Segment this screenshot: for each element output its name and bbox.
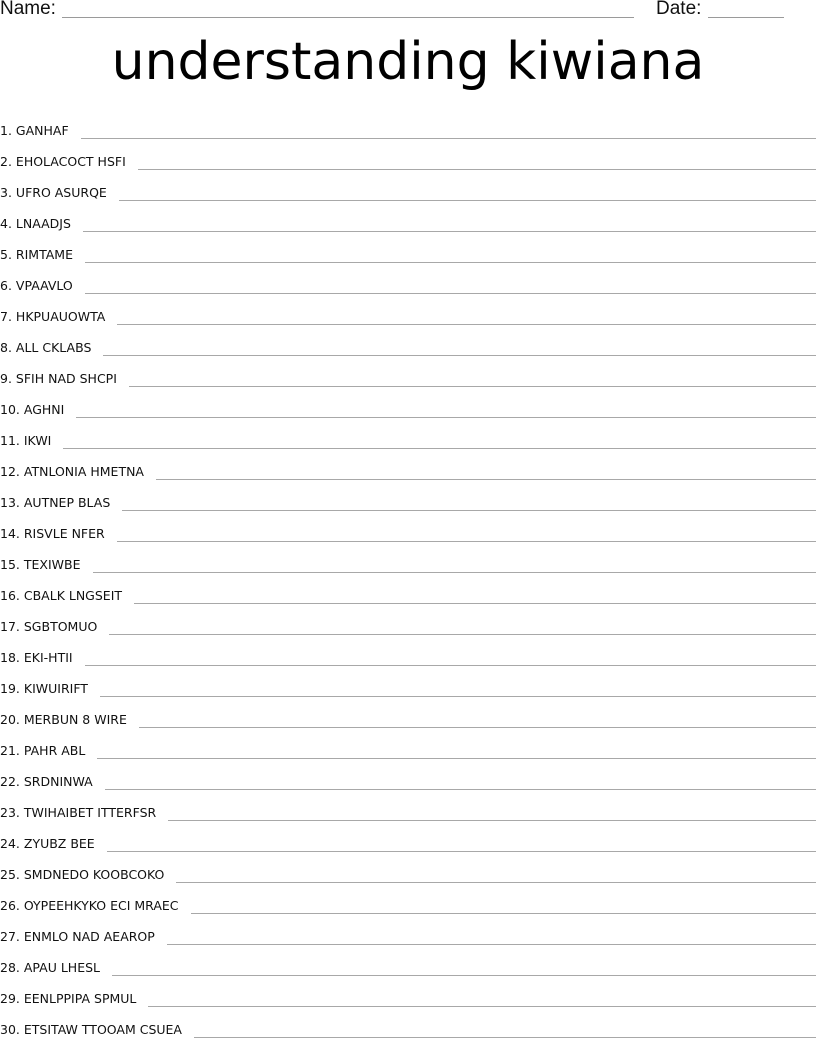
- item-number: 7.: [0, 309, 12, 324]
- item-number: 3.: [0, 185, 12, 200]
- scrambled-word: [0, 246, 73, 266]
- scramble-text: PAHR ABL: [23, 743, 86, 758]
- scrambled-word: [0, 556, 81, 576]
- scrambled-word: [0, 742, 85, 762]
- scrambled-word: [0, 928, 155, 948]
- list-item: [0, 979, 816, 1010]
- scrambled-word: [0, 959, 100, 979]
- scrambled-word: [0, 835, 95, 855]
- list-item: [0, 359, 816, 390]
- scrambled-word: [0, 618, 97, 638]
- answer-line[interactable]: [85, 293, 816, 294]
- item-number: 17.: [0, 619, 20, 634]
- list-item: [0, 545, 816, 576]
- scramble-text: IKWI: [23, 433, 52, 448]
- scrambled-word: [0, 587, 122, 607]
- scramble-list: [0, 111, 816, 1041]
- answer-line[interactable]: [117, 541, 816, 542]
- scramble-text: SMDNEDO KOOBCOKO: [23, 867, 165, 882]
- answer-line[interactable]: [103, 355, 816, 356]
- date-field[interactable]: [708, 17, 784, 18]
- name-field[interactable]: [62, 17, 634, 18]
- scramble-text: TWIHAIBET ITTERFSR: [23, 805, 157, 820]
- list-item: [0, 1010, 816, 1041]
- item-number: 27.: [0, 929, 20, 944]
- answer-line[interactable]: [156, 479, 816, 480]
- scramble-text: RIMTAME: [15, 247, 73, 262]
- scrambled-word: [0, 277, 73, 297]
- name-label: Name:: [0, 0, 56, 19]
- scrambled-word: [0, 370, 117, 390]
- scramble-text: EKI-HTII: [23, 650, 73, 665]
- answer-line[interactable]: [167, 944, 816, 945]
- item-number: 15.: [0, 557, 20, 572]
- date-label: Date:: [656, 0, 702, 19]
- list-item: [0, 173, 816, 204]
- answer-line[interactable]: [83, 231, 816, 232]
- list-item: [0, 917, 816, 948]
- scramble-text: ETSITAW TTOOAM CSUEA: [23, 1022, 182, 1037]
- item-number: 25.: [0, 867, 20, 882]
- answer-line[interactable]: [85, 665, 816, 666]
- answer-line[interactable]: [76, 417, 816, 418]
- page-title: understanding kiwiana: [111, 32, 705, 92]
- item-number: 14.: [0, 526, 20, 541]
- answer-line[interactable]: [85, 262, 816, 263]
- answer-line[interactable]: [134, 603, 816, 604]
- answer-line[interactable]: [168, 820, 816, 821]
- item-number: 20.: [0, 712, 20, 727]
- list-item: [0, 235, 816, 266]
- scrambled-word: [0, 897, 179, 917]
- answer-line[interactable]: [112, 975, 816, 976]
- item-number: 5.: [0, 247, 12, 262]
- item-number: 24.: [0, 836, 20, 851]
- item-number: 9.: [0, 371, 12, 386]
- scramble-text: VPAAVLO: [15, 278, 73, 293]
- answer-line[interactable]: [119, 200, 816, 201]
- list-item: [0, 421, 816, 452]
- answer-line[interactable]: [63, 448, 816, 449]
- answer-line[interactable]: [93, 572, 816, 573]
- answer-line[interactable]: [100, 696, 816, 697]
- scramble-text: AUTNEP BLAS: [23, 495, 111, 510]
- answer-line[interactable]: [105, 789, 816, 790]
- list-item: [0, 824, 816, 855]
- answer-line[interactable]: [148, 1006, 816, 1007]
- scramble-text: LNAADJS: [15, 216, 71, 231]
- scrambled-word: [0, 494, 110, 514]
- item-number: 28.: [0, 960, 20, 975]
- answer-line[interactable]: [107, 851, 816, 852]
- scramble-text: HKPUAUOWTA: [15, 309, 106, 324]
- list-item: [0, 297, 816, 328]
- scrambled-word: [0, 649, 73, 669]
- list-item: [0, 886, 816, 917]
- item-number: 1.: [0, 123, 12, 138]
- scramble-text: AGHNI: [23, 402, 65, 417]
- scrambled-word: [0, 153, 126, 173]
- scramble-text: OYPEEHKYKO ECI MRAEC: [23, 898, 179, 913]
- scramble-text: EHOLACOCT HSFI: [15, 154, 126, 169]
- list-item: [0, 607, 816, 638]
- answer-line[interactable]: [194, 1037, 816, 1038]
- scrambled-word: [0, 122, 69, 142]
- list-item: [0, 700, 816, 731]
- item-number: 4.: [0, 216, 12, 231]
- item-number: 23.: [0, 805, 20, 820]
- list-item: [0, 669, 816, 700]
- item-number: 16.: [0, 588, 20, 603]
- item-number: 22.: [0, 774, 20, 789]
- answer-line[interactable]: [97, 758, 816, 759]
- answer-line[interactable]: [129, 386, 816, 387]
- scrambled-word: [0, 463, 144, 483]
- answer-line[interactable]: [109, 634, 816, 635]
- scrambled-word: [0, 711, 127, 731]
- scramble-text: ALL CKLABS: [15, 340, 92, 355]
- scramble-text: ENMLO NAD AEAROP: [23, 929, 155, 944]
- answer-line[interactable]: [81, 138, 816, 139]
- answer-line[interactable]: [122, 510, 816, 511]
- item-number: 10.: [0, 402, 20, 417]
- scramble-text: GANHAF: [15, 123, 69, 138]
- item-number: 29.: [0, 991, 20, 1006]
- scramble-text: APAU LHESL: [23, 960, 100, 975]
- item-number: 18.: [0, 650, 20, 665]
- answer-line[interactable]: [191, 913, 816, 914]
- answer-line[interactable]: [117, 324, 816, 325]
- scramble-text: MERBUN 8 WIRE: [23, 712, 127, 727]
- scrambled-word: [0, 525, 105, 545]
- list-item: [0, 142, 816, 173]
- list-item: [0, 452, 816, 483]
- scrambled-word: [0, 432, 51, 452]
- scramble-text: CBALK LNGSEIT: [23, 588, 123, 603]
- list-item: [0, 731, 816, 762]
- worksheet-header: [0, 0, 816, 22]
- item-number: 13.: [0, 495, 20, 510]
- list-item: [0, 855, 816, 886]
- scrambled-word: [0, 308, 105, 328]
- item-number: 11.: [0, 433, 20, 448]
- answer-line[interactable]: [138, 169, 816, 170]
- item-number: 30.: [0, 1022, 20, 1037]
- list-item: [0, 762, 816, 793]
- scrambled-word: [0, 184, 107, 204]
- scrambled-word: [0, 804, 156, 824]
- scrambled-word: [0, 773, 93, 793]
- scramble-text: EENLPPIPA SPMUL: [23, 991, 137, 1006]
- scramble-text: KIWUIRIFT: [23, 681, 88, 696]
- scrambled-word: [0, 215, 71, 235]
- item-number: 26.: [0, 898, 20, 913]
- scrambled-word: [0, 866, 164, 886]
- scramble-text: TEXIWBE: [23, 557, 81, 572]
- list-item: [0, 390, 816, 421]
- scramble-text: UFRO ASURQE: [15, 185, 107, 200]
- scrambled-word: [0, 1021, 182, 1041]
- scrambled-word: [0, 990, 136, 1010]
- scramble-text: ATNLONIA HMETNA: [23, 464, 144, 479]
- answer-line[interactable]: [176, 882, 816, 883]
- list-item: [0, 111, 816, 142]
- item-number: 12.: [0, 464, 20, 479]
- list-item: [0, 576, 816, 607]
- item-number: 21.: [0, 743, 20, 758]
- scramble-text: RISVLE NFER: [23, 526, 105, 541]
- scrambled-word: [0, 680, 88, 700]
- scramble-text: SFIH NAD SHCPI: [15, 371, 117, 386]
- list-item: [0, 793, 816, 824]
- list-item: [0, 514, 816, 545]
- item-number: 6.: [0, 278, 12, 293]
- list-item: [0, 948, 816, 979]
- list-item: [0, 266, 816, 297]
- item-number: 8.: [0, 340, 12, 355]
- list-item: [0, 204, 816, 235]
- scramble-text: SRDNINWA: [23, 774, 93, 789]
- list-item: [0, 638, 816, 669]
- list-item: [0, 483, 816, 514]
- item-number: 2.: [0, 154, 12, 169]
- scrambled-word: [0, 339, 91, 359]
- scramble-text: ZYUBZ BEE: [23, 836, 95, 851]
- item-number: 19.: [0, 681, 20, 696]
- answer-line[interactable]: [139, 727, 816, 728]
- list-item: [0, 328, 816, 359]
- scramble-text: SGBTOMUO: [23, 619, 98, 634]
- scrambled-word: [0, 401, 64, 421]
